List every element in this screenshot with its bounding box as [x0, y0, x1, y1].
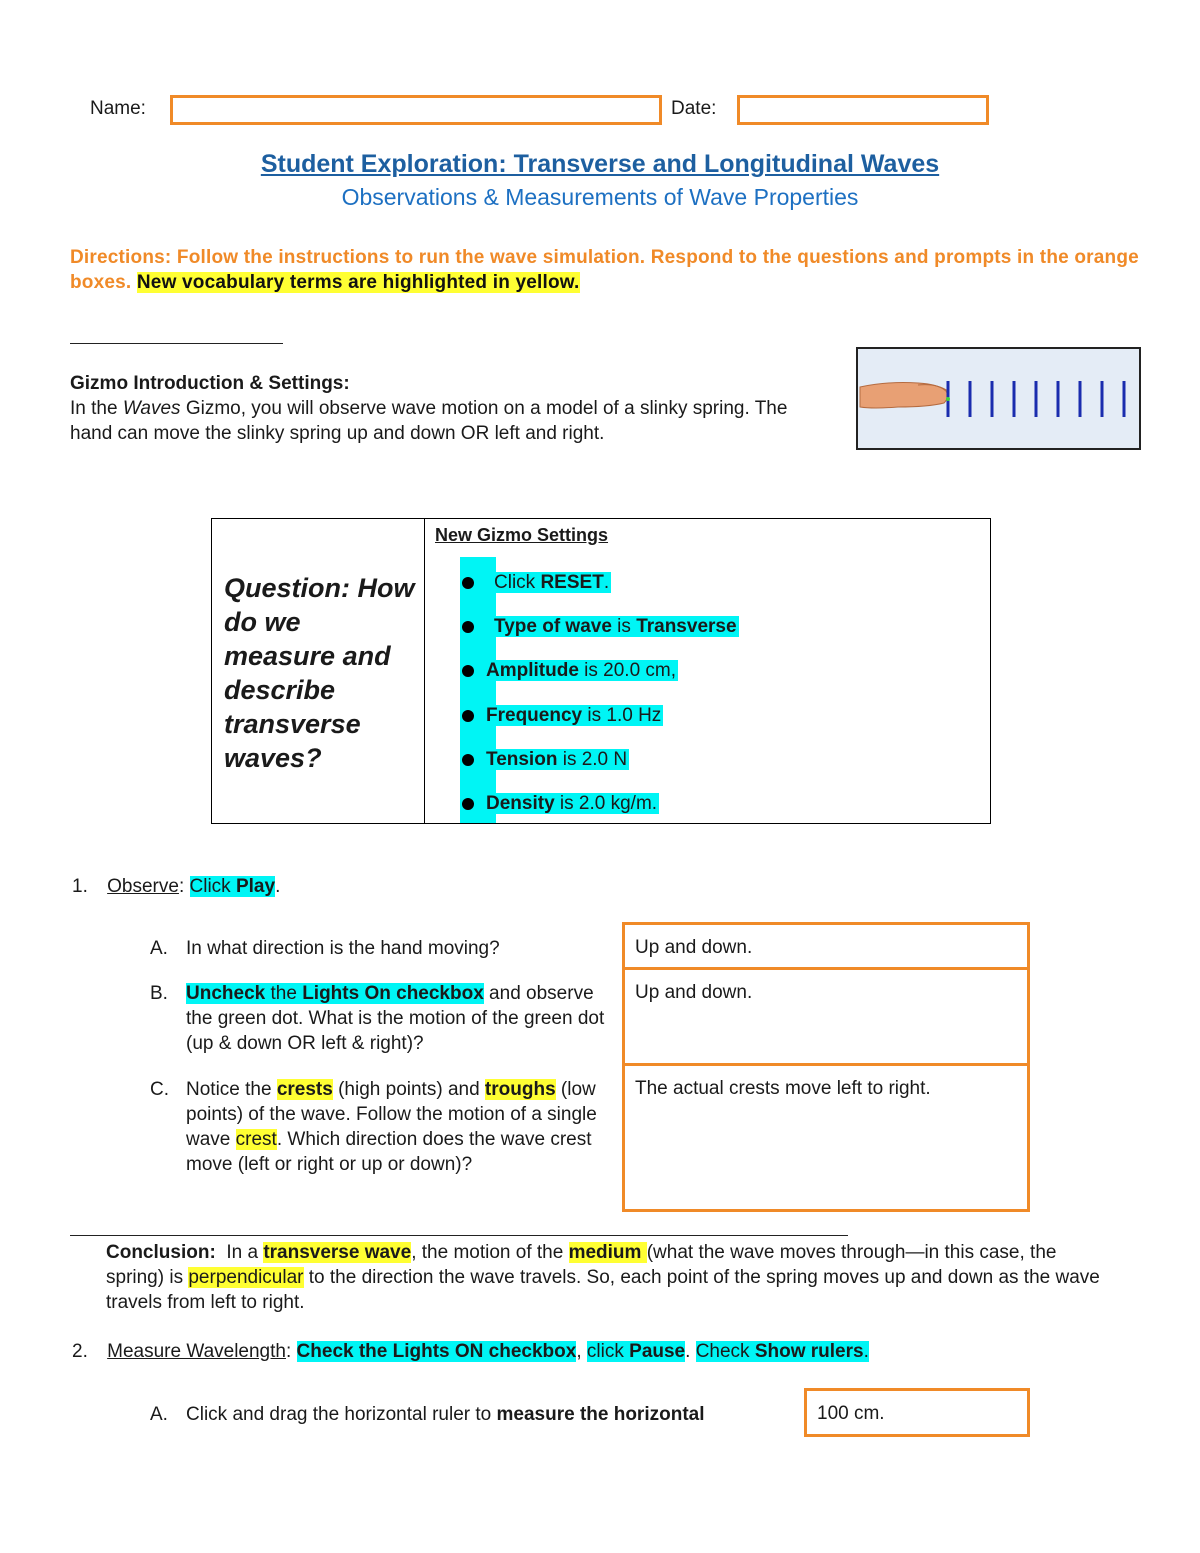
q1c-answer-box[interactable]: The actual crests move left to right. — [622, 1063, 1030, 1212]
intro-text-a: In the — [70, 398, 123, 419]
q2-heading: 2. Measure Wavelength: Check the Lights ON checkbox, click Pause. Check Show rulers. — [72, 1341, 869, 1362]
bullet-icon — [462, 621, 474, 633]
directions-text: Directions: Follow the instructions to run the wave simulation. Respond to the questions and prompts in the orange boxes. — [70, 247, 1139, 293]
settings-cyan-band — [460, 557, 496, 823]
page-subtitle: Observations & Measurements of Wave Properties — [341, 184, 859, 210]
bullet-icon — [462, 577, 474, 589]
settings-cell — [425, 519, 990, 823]
q2-label: Measure Wavelength — [107, 1341, 286, 1362]
q2-number: 2. — [72, 1341, 88, 1362]
conclusion: Conclusion: In a transverse wave, the motion of the medium (what the wave moves through—in this case, the spring) is perpendicular to the direction the wave travels. So, each point of the spring moves up and down as the wave travels from left to right. — [106, 1242, 1100, 1313]
name-label: Name: — [90, 98, 146, 119]
q1b-text: Uncheck the Lights On checkbox and observe the green dot. What is the motion of the green dot (up & down OR left & right)? — [186, 983, 605, 1054]
bullet-icon — [462, 754, 474, 766]
conclusion-label: Conclusion: — [106, 1242, 216, 1263]
setting-item: Click RESET. — [462, 571, 611, 595]
divider — [70, 1235, 848, 1236]
directions-highlight: New vocabulary terms are highlighted in yellow. — [136, 272, 580, 293]
bullet-icon — [462, 710, 474, 722]
q2a-letter: A. — [150, 1404, 168, 1425]
setting-item: Tension is 2.0 N — [462, 748, 629, 772]
intro-text-italic: Waves — [122, 398, 181, 419]
setting-item: Type of wave is Transverse — [462, 615, 739, 639]
q1-heading: 1. Observe: Click Play. — [72, 876, 281, 897]
bullet-icon — [462, 798, 474, 810]
q1b-answer-box[interactable]: Up and down. — [622, 967, 1030, 1066]
bullet-icon — [462, 665, 474, 677]
play-action: Play — [235, 876, 276, 897]
q1-number: 1. — [72, 876, 88, 897]
intro-heading: Gizmo Introduction & Settings: — [70, 373, 350, 394]
question-text: Question: How do we measure and describe transverse waves? — [224, 573, 415, 773]
page-title: Student Exploration: Transverse and Longitudinal Waves — [260, 150, 940, 178]
q1c-letter: C. — [150, 1079, 169, 1100]
q2a-answer-box[interactable]: 100 cm. — [804, 1388, 1030, 1437]
q1a-text: In what direction is the hand moving? — [186, 938, 500, 959]
gizmo-slinky-image — [856, 347, 1141, 450]
divider — [70, 343, 283, 344]
q1c-text: Notice the crests (high points) and troughs (low points) of the wave. Follow the motion of a single wave crest. Which direction does the wave crest move (left or right or up or down)? — [186, 1079, 597, 1175]
question-cell — [212, 519, 425, 823]
date-field[interactable] — [737, 95, 989, 125]
q1b-letter: B. — [150, 983, 168, 1004]
name-field[interactable] — [170, 95, 662, 125]
settings-title: New Gizmo Settings — [435, 525, 609, 545]
setting-item: Frequency is 1.0 Hz — [462, 704, 663, 728]
q1a-letter: A. — [150, 938, 168, 959]
date-label: Date: — [671, 98, 717, 119]
intro — [70, 371, 830, 446]
setting-item: Amplitude is 20.0 cm, — [462, 659, 678, 683]
q1-label: Observe — [107, 876, 179, 897]
q2a-text: Click and drag the horizontal ruler to measure the horizontal — [186, 1404, 705, 1425]
slinky-hand-illustration — [858, 349, 1139, 448]
directions — [70, 245, 1140, 295]
q1a-answer-box[interactable]: Up and down. — [622, 922, 1030, 970]
intro-text-b: Gizmo, you will observe wave motion on a model of a slinky spring. The hand can move the slinky spring up and down OR left and right. — [70, 398, 788, 444]
question-table — [211, 518, 991, 824]
setting-item: Density is 2.0 kg/m. — [462, 792, 659, 816]
